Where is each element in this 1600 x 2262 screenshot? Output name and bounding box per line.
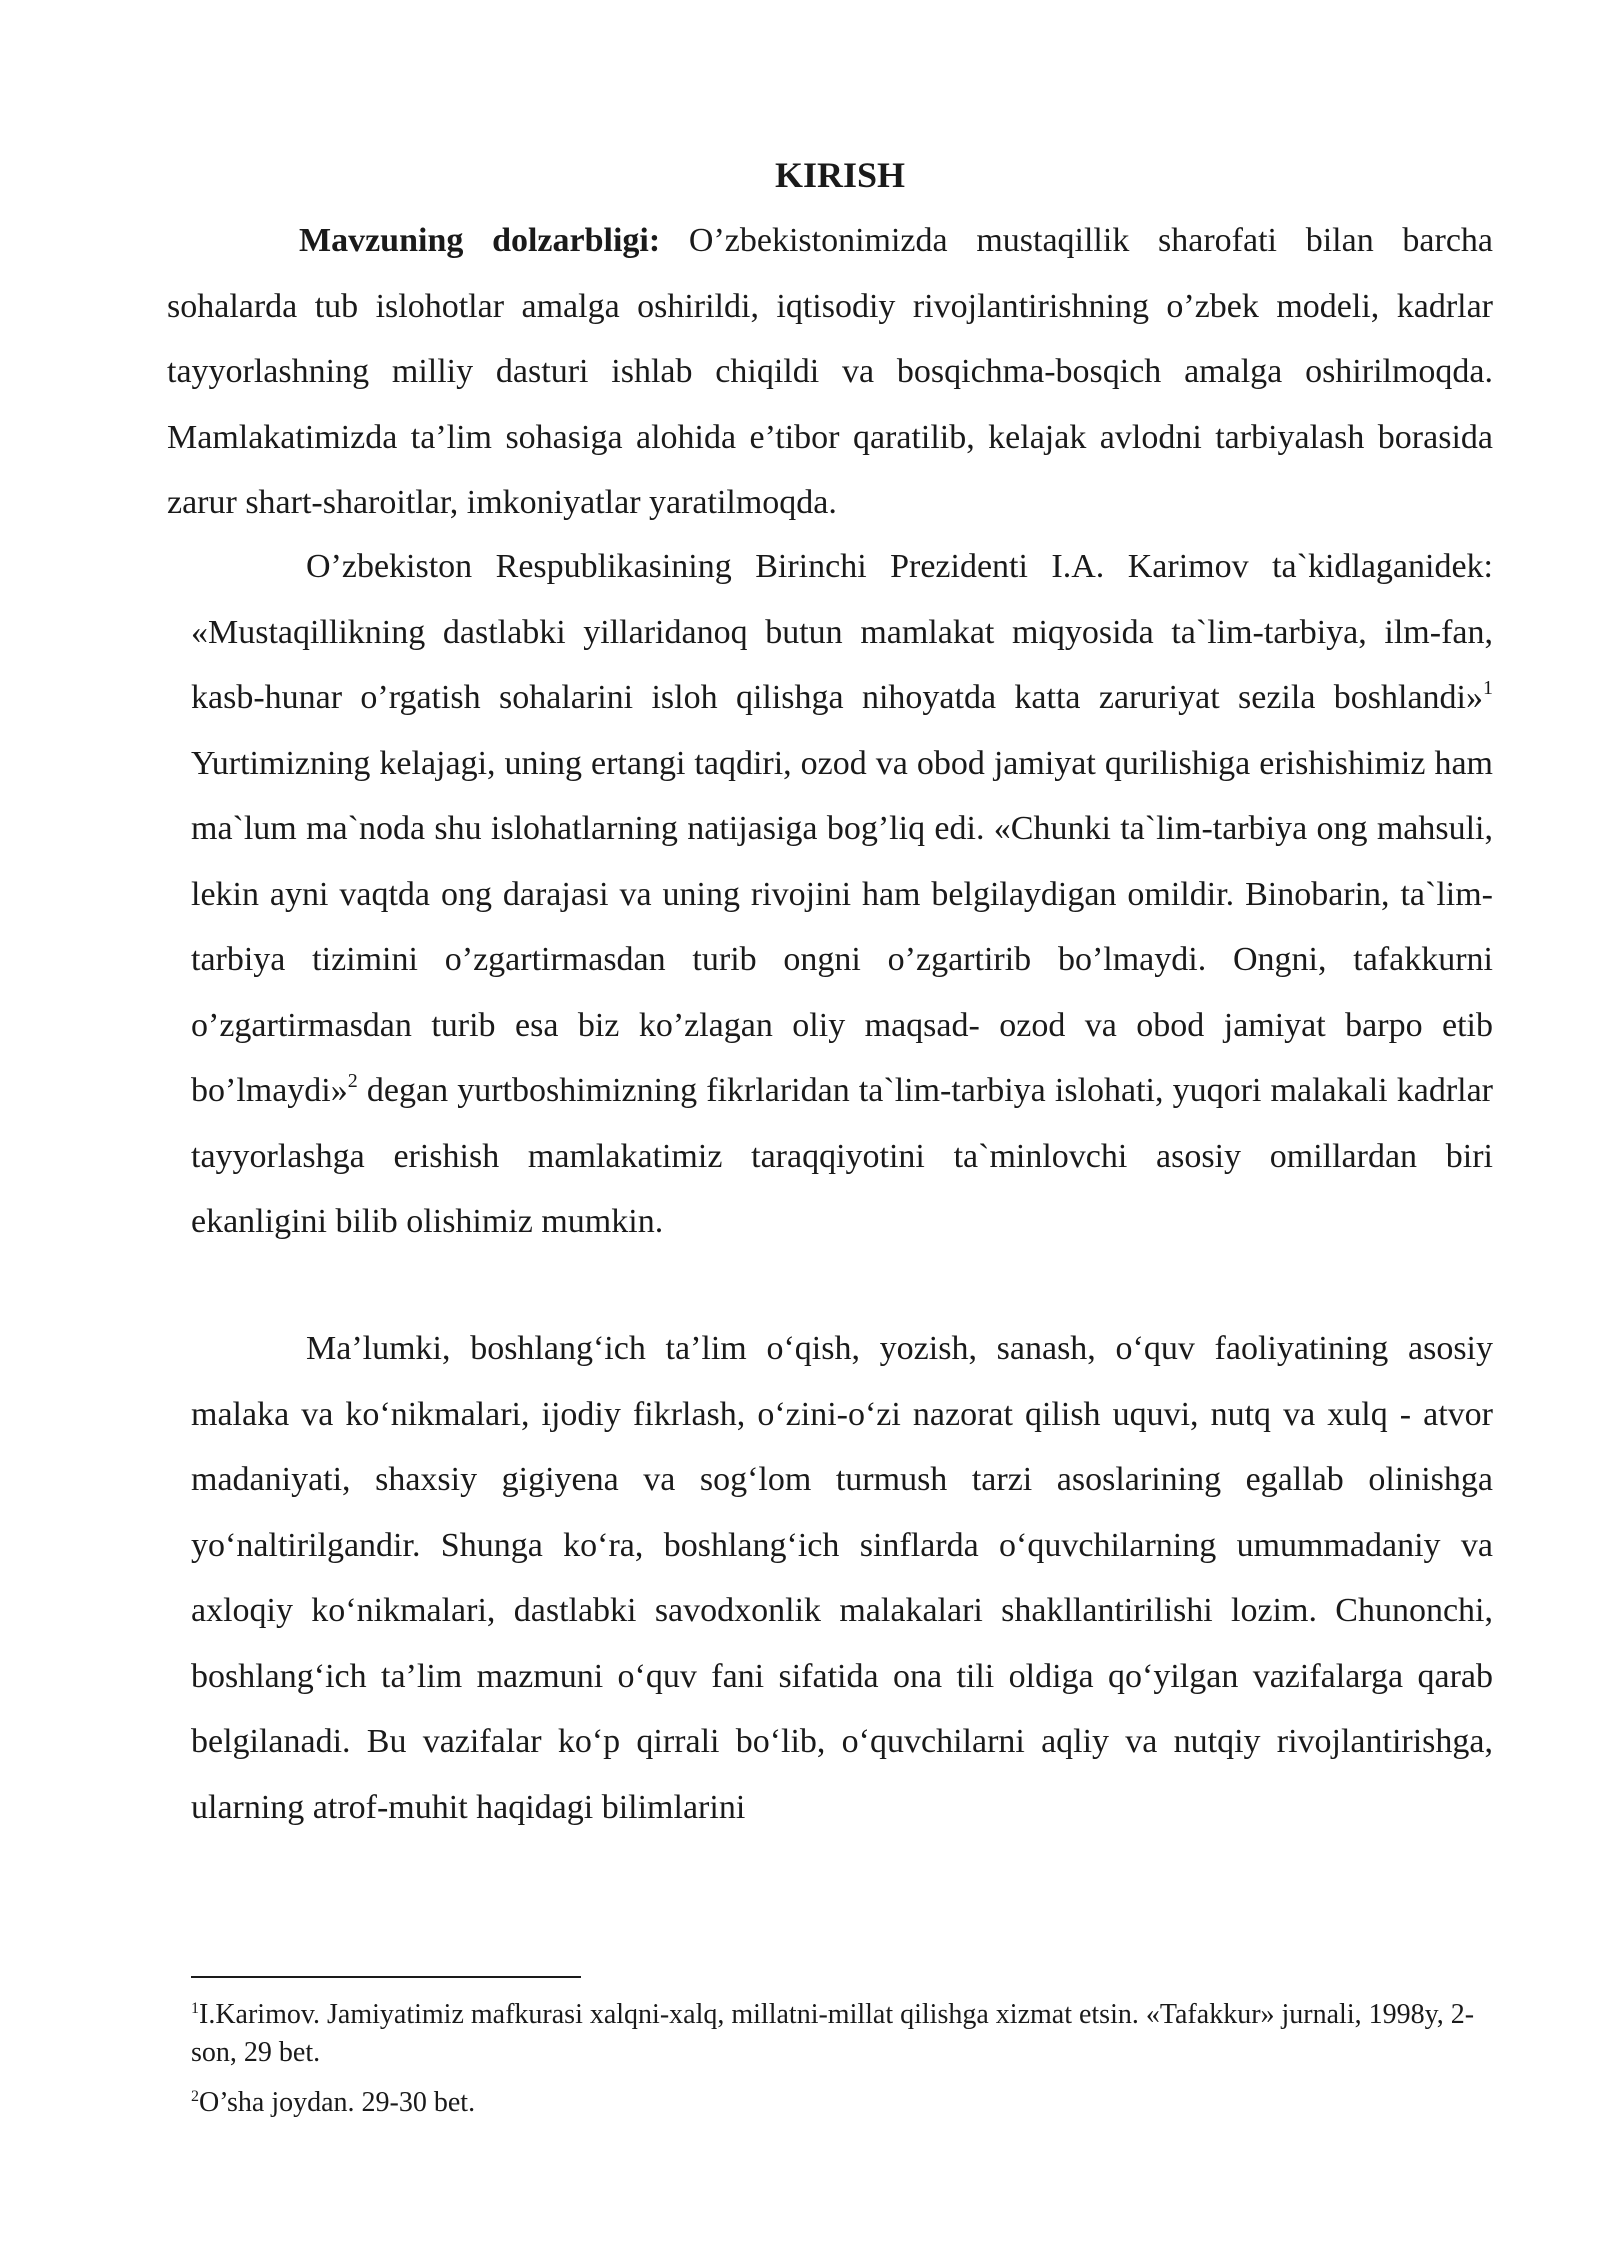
footnote-ref-1: 1 (1483, 677, 1493, 699)
paragraph-text: degan yurtboshimizning fikrlaridan ta`lim-tarbiya islohati, yuqori malakali kadrlar tayyorlashga erishish mamlakatimiz taraqqiyotini ta`minlovchi asosiy omillardan biri ekanligini bilib olishimiz mumkin. (191, 1072, 1493, 1240)
footnote-2 (191, 2084, 1491, 2122)
footnote-separator (191, 1976, 581, 1978)
paragraph-lead-label: Mavzuning dolzarbligi: (299, 222, 661, 259)
paragraph-text: Yurtimizning kelajagi, uning ertangi taqdiri, ozod va obod jamiyat qurilishiga erishishimiz ham ma`lum ma`noda shu islohatlarning natijasiga bog’liq edi. «Chunki ta`lim-tarbiya ong mahsuli, lekin ayni vaqtda ong darajasi va uning rivojini ham belgilaydigan omildir. Binobarin, ta`lim-tarbiya tizimini o’zgartirmasdan turib ongni o’zgartirib bo’lmaydi. Ongni, tafakkurni o’zgartirmasdan turib esa biz ko’zlagan oliy maqsad- ozod va obod jamiyat barpo etib bo’lmaydi» (191, 744, 1493, 1109)
footnote-mark: 1 (191, 2000, 199, 2017)
paragraph-text: Ma’lumki, boshlang‘ich ta’lim o‘qish, yozish, sanash, o‘quv faoliyatining asosiy malaka va ko‘nikmalari, ijodiy fikrlash, o‘zini-o‘zi nazorat qilish uquvi, nutq va xulq - atvor madaniyati, shaxsiy gigiyena va sog‘lom turmush tarzi asoslarining egallab olinishga yo‘naltirilgandir. Shunga ko‘ra, boshlang‘ich sinflarda o‘quvchilarning umummadaniy va axloqiy ko‘nikmalari, dastlabki savodxonlik malakalari shakllantirilishi lozim. Chunonchi, boshlang‘ich ta’lim mazmuni o‘quv fani sifatida ona tili oldiga qo‘yilgan vazifalarga qarab belgilanadi. Bu vazifalar ko‘p qirrali bo‘lib, o‘quvchilarni aqliy va nutqiy rivojlantirishga, ularning atrof-muhit haqidagi bilimlarini (191, 1330, 1493, 1826)
paragraph-karimov-quote (191, 534, 1493, 1255)
footnote-1 (191, 1996, 1491, 2072)
paragraph-text: O’zbekistonimizda mustaqillik sharofati bilan barcha sohalarda tub islohotlar amalga oshirildi, iqtisodiy rivojlantirishning o’zbek modeli, kadrlar tayyorlashning milliy dasturi ishlab chiqildi va bosqichma-bosqich amalga oshirilmoqda. Mamlakatimizda ta’lim sohasiga alohida e’tibor qaratilib, kelajak avlodni tarbiyalash borasida zarur shart-sharoitlar, imkoniyatlar yaratilmoqda. (167, 222, 1493, 521)
paragraph-text: O’zbekiston Respublikasining Birinchi Prezidenti I.A. Karimov ta`kidlaganidek: «Mustaqillikning dastlabki yillaridanoq butun mamlakat miqyosida ta`lim-tarbiya, ilm-fan, kasb-hunar o’rgatish sohalarini isloh qilishga nihoyatda katta zaruriyat sezila boshlandi» (191, 548, 1493, 716)
paragraph-relevance (167, 208, 1493, 536)
footnote-text: O’sha joydan. 29-30 bet. (199, 2087, 476, 2118)
paragraph-primary-education (191, 1316, 1493, 1840)
footnote-ref-2: 2 (347, 1070, 358, 1092)
footnote-text: I.Karimov. Jamiyatimiz mafkurasi xalqni-xalq, millatni-millat qilishga xizmat etsin. «Tafakkur» jurnali, 1998y, 2-son, 29 bet. (191, 1999, 1475, 2068)
page-title: KIRISH (774, 155, 906, 195)
footnote-mark: 2 (191, 2088, 199, 2105)
